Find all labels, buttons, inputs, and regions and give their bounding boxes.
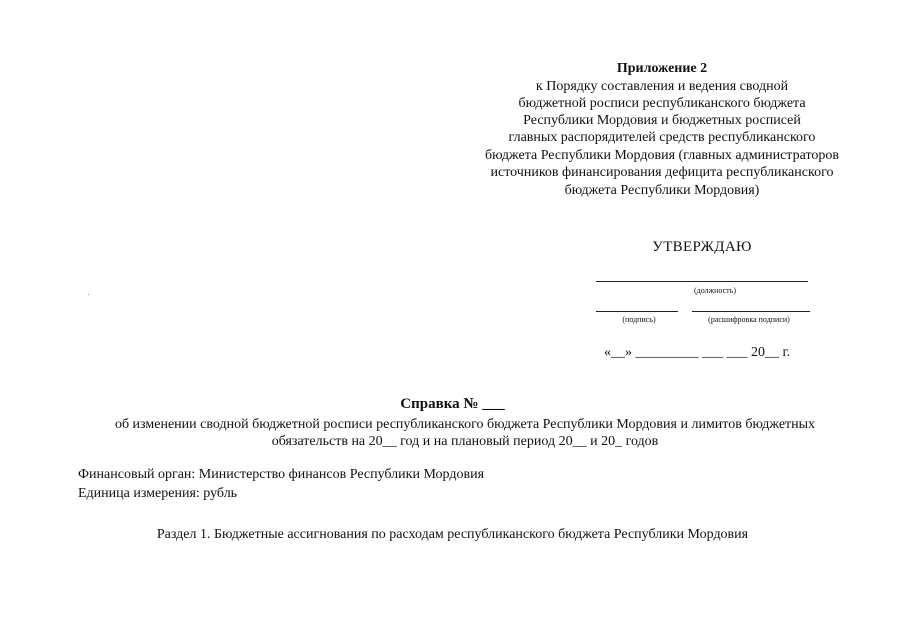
financial-body: Финансовый орган: Министерство финансов Республики Мордовия bbox=[78, 467, 485, 482]
decryption-line bbox=[692, 311, 810, 312]
appendix-line-2: бюджетной росписи республиканского бюджета bbox=[518, 96, 806, 111]
document-subtitle-line-1: об изменении сводной бюджетной росписи республиканского бюджета Республики Мордовия и лимитов бюджетных bbox=[114, 417, 816, 432]
scan-speck bbox=[88, 294, 89, 295]
signature-caption: (подпись) bbox=[622, 315, 656, 324]
signature-line bbox=[596, 311, 678, 312]
appendix-line-1: к Порядку составления и ведения сводной bbox=[535, 79, 789, 94]
appendix-line-7: бюджета Республики Мордовия) bbox=[564, 183, 760, 198]
document-subtitle-line-2: обязательств на 20__ год и на плановый период 20__ и 20_ годов bbox=[271, 434, 659, 449]
position-line bbox=[596, 281, 808, 282]
appendix-line-6: источников финансирования дефицита республиканского bbox=[490, 165, 834, 180]
appendix-line-4: главных распорядителей средств республиканского bbox=[508, 130, 816, 145]
approval-heading: УТВЕРЖДАЮ bbox=[652, 239, 752, 255]
approval-date-line: «__» _________ ___ ___ 20__ г. bbox=[604, 345, 791, 360]
document-title: Справка № ___ bbox=[400, 396, 505, 412]
appendix-line-3: Республики Мордовия и бюджетных росписей bbox=[523, 113, 801, 128]
appendix-title: Приложение 2 bbox=[616, 61, 708, 76]
appendix-line-5: бюджета Республики Мордовия (главных администраторов bbox=[485, 148, 839, 163]
position-caption: (должность) bbox=[694, 286, 736, 295]
section-title: Раздел 1. Бюджетные ассигнования по расходам республиканского бюджета Республики Мордовия bbox=[156, 527, 749, 542]
unit-of-measure: Единица измерения: рубль bbox=[78, 486, 238, 501]
decryption-caption: (расшифровка подписи) bbox=[708, 315, 790, 324]
